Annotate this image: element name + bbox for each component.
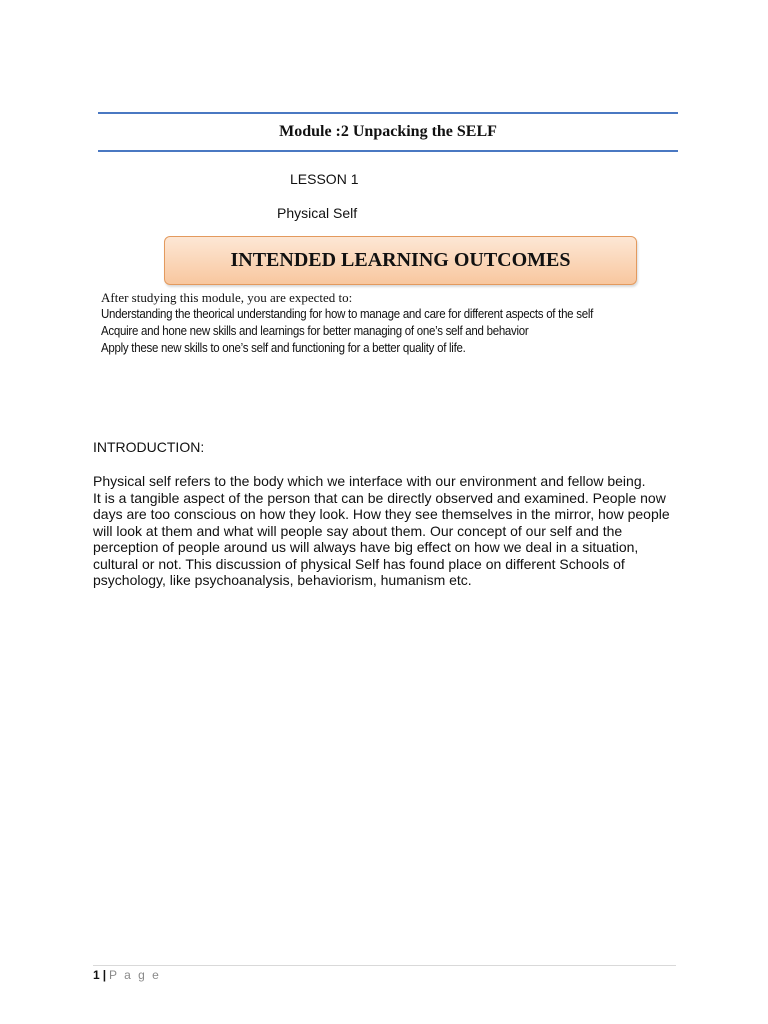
title-rule-bottom [98,150,678,152]
lesson-label: LESSON 1 [290,171,359,187]
outcome-item: Acquire and hone new skills and learnings for better managing of one’s self and behavior [101,324,529,338]
title-rule-top [98,112,678,114]
learning-outcomes-banner [164,236,637,285]
lesson-topic: Physical Self [277,205,358,221]
introduction-heading: INTRODUCTION: [93,439,205,455]
footer-separator: | [102,968,107,982]
outcome-item: Understanding the theorical understanding for how to manage and care for different aspects of the self [101,307,594,321]
module-title: Module :2 Unpacking the SELF [279,123,497,140]
learning-outcomes-title: INTENDED LEARNING OUTCOMES [230,249,571,271]
outcome-item: Apply these new skills to one’s self and functioning for a better quality of life. [101,341,466,355]
page-label: P a g e [109,968,161,982]
introduction-body [93,473,673,589]
page-number: 1 [93,968,100,982]
page-footer [93,968,161,982]
learning-outcomes-list [101,290,701,357]
introduction-paragraph: It is a tangible aspect of the person that can be directly observed and examined. People now days are too conscious on how they look. How they see themselves in the mirror, how people will look at them and what will people say about them. Our concept of our self and the perception of people around us will always have big effect on how we deal in a situation, cultural or not. This discussion of physical Self has found place on different Schools of psychology, like psychoanalysis, behaviorism, humanism etc. [93,489,670,588]
outcomes-intro: After studying this module, you are expected to: [101,290,353,305]
footer-divider [93,965,676,966]
introduction-paragraph: Physical self refers to the body which we interface with our environment and fellow being. [93,473,646,489]
